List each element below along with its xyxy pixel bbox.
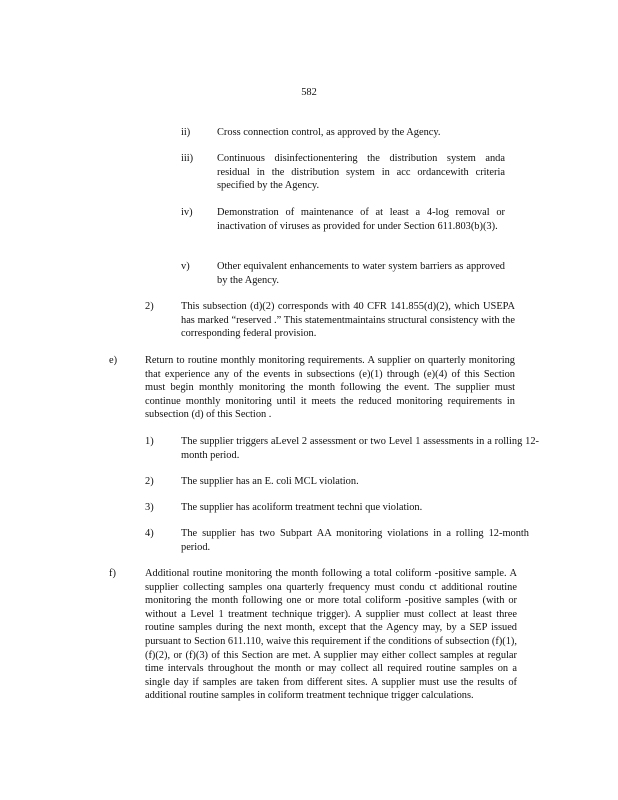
subitem-text: Cross connection control, as approved by the Agency.: [217, 127, 441, 138]
item-label: 3): [145, 502, 154, 513]
section-text: Additional routine monitoring the month following a total coliform -positive sample. A supplier collecting samples ona quarterly frequency must condu ct additional routine monitoring the month following one or more total coliform -positive samples (with or without a Level 1 treatment technique trigger). A supplier must collect at least three routine samples during the next month, except that the Agency may, by a SEP issued pursuant to Section 611.110, waive this requirement if the conditions of subsection (f)(1), (f)(2), or (f)(3) of this Section are met. A supplier may either collect samples at regular time intervals throughout the month or may collect all required routine samples on a single day if samples are taken from different sites. A supplier must use the results of additional routine samples in coliform treatment technique trigger calculations.: [145, 568, 517, 702]
subitem-label: iv): [181, 207, 193, 218]
subitem-text: Other equivalent enhancements to water system barriers as approved by the Agency.: [217, 261, 505, 286]
section-text: Return to routine monthly monitoring requirements. A supplier on quarterly monitoring that experience any of the events in subsections (e)(1) through (e)(4) of this Section must begin monthly monitoring the month following the event. The supplier must continue monthly monitoring until it meets the reduced monitoring requirements in subsection (d) of this Section .: [145, 355, 515, 421]
item-label: 1): [145, 436, 154, 447]
subitem-label: iii): [181, 153, 194, 164]
item-text: The supplier triggers aLevel 2 assessment or two Level 1 assessments in a rolling 12-month period.: [181, 436, 539, 461]
item-text: The supplier has an E. coli MCL violation.: [181, 476, 359, 487]
item-label: 4): [145, 528, 154, 539]
item-text: This subsection (d)(2) corresponds with 40 CFR 141.855(d)(2), which USEPA has marked “reserved .” This statementmaintains structural consistency with the corresponding federal provision.: [181, 301, 515, 340]
item-label: 2): [145, 301, 154, 312]
subitem-text: Demonstration of maintenance of at least a 4-log removal or inactivation of viruses as provided for under Section 611.803(b)(3).: [217, 207, 505, 232]
subitem-label: ii): [181, 127, 191, 138]
subitem-text: Continuous disinfectionentering the distribution system anda residual in the distribution system in acc ordancewith criteria specified by the Agency.: [217, 153, 505, 192]
subitem-label: v): [181, 261, 190, 272]
section-label: f): [109, 568, 116, 579]
section-label: e): [109, 355, 118, 366]
item-text: The supplier has two Subpart AA monitoring violations in a rolling 12-month period.: [181, 528, 529, 553]
item-text: The supplier has acoliform treatment techni que violation.: [181, 502, 423, 513]
item-label: 2): [145, 476, 154, 487]
page-number: 582: [301, 87, 317, 98]
